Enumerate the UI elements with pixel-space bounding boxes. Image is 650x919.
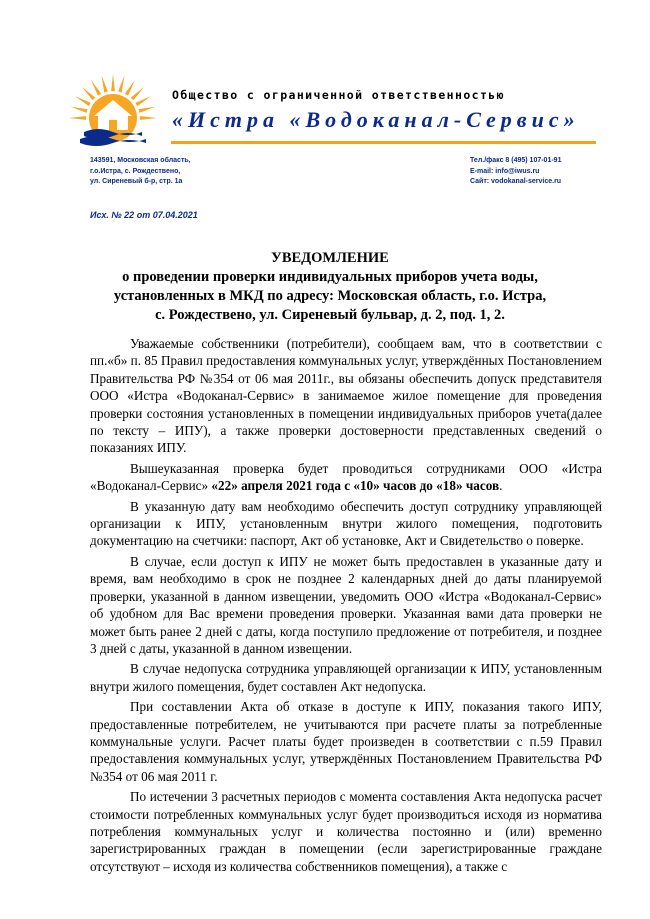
website-line: Сайт: vodokanal-service.ru: [470, 178, 562, 185]
notice-heading: УВЕДОМЛЕНИЕ: [271, 250, 389, 266]
inspection-date: «22» апреля 2021 года с «10» часов до «18» часов: [211, 478, 500, 494]
sun-ray: [139, 107, 156, 113]
phone-line: Тел./факс 8 (495) 107-01-91: [470, 157, 562, 164]
sun-ray: [140, 116, 157, 120]
notice-subtitle-line: установленных в МКД по адресу: Московская область, г.о. Истра,: [113, 288, 547, 304]
paragraph: Уважаемые собственники (потребители), сообщаем вам, что в соответствии с пп.«б» п. 85 Правил предоставления коммунальных услуг, утверждённых Постановлением Правительства РФ №354 от 06 мая 2011г., вы обязаны обеспечить допуск представителя ООО «Истра «Водоканал-Сервис» в занимаемое жилое помещение для проведения проверки состояния установленных в помещении индивидуальных приборов учета(далее по тексту – ИПУ), а также проверки достоверности представленных сведений о показаниях ИПУ.: [90, 336, 602, 456]
company-name: «Истра «Водоканал-Сервис»: [172, 107, 580, 132]
sun-ray: [118, 75, 124, 92]
sun-ray: [125, 80, 135, 96]
paragraph-text: .: [499, 478, 503, 494]
sun-ray: [91, 80, 101, 96]
outgoing-reference: Исх. № 22 от 07.04.2021: [90, 210, 198, 220]
paragraph: В случае недопуска сотрудника управляющей организации к ИПУ, установленным внутри жилого помещения, будет составлен Акт недопуска.: [90, 661, 602, 694]
notice-body: [90, 335, 602, 878]
address-line: 143591, Московская область,: [90, 157, 191, 164]
company-header: [172, 88, 632, 133]
address-line: г.о.Истра, с. Рождествено,: [90, 167, 181, 175]
sun-house-logo-icon: [58, 66, 168, 148]
company-contacts: [470, 156, 561, 188]
email-line: E-mail: info@iwus.ru: [470, 167, 540, 175]
header-divider: [171, 141, 596, 144]
company-type: Общество с ограниченной ответственностью: [172, 88, 505, 102]
sun-ray: [135, 96, 151, 106]
paragraph-text: Вышеуказанная проверка будет проводиться сотрудниками ООО «Истра «Водоканал-Сервис»: [90, 460, 602, 494]
paragraph: [90, 460, 602, 495]
paragraph: В указанную дату вам необходимо обеспечить доступ сотруднику управляющей организации к ИПУ, установленным внутри жилого помещения, подготовить документацию на счетчики: паспорт, Акт об установке, Акт и Свидетельство о поверке.: [90, 498, 602, 549]
company-address: [90, 156, 191, 188]
sun-ray: [131, 87, 144, 100]
sun-ray: [69, 116, 86, 120]
notice-subtitle-line: с. Рождествено, ул. Сиреневый бульвар, д. 2, под. 1, 2.: [155, 307, 505, 323]
sun-ray: [111, 74, 115, 91]
notice-title: [70, 249, 590, 325]
sun-ray: [82, 87, 95, 100]
notice-subtitle-line: о проведении проверки индивидуальных приборов учета воды,: [122, 269, 538, 285]
address-line: ул. Сиреневый б-р, стр. 1а: [90, 178, 183, 185]
sun-ray: [70, 107, 87, 113]
sun-ray: [102, 75, 108, 92]
paragraph: По истечении 3 расчетных периодов с момента составления Акта недопуска расчет стоимости потребленных коммунальных услуг будет производиться исходя из норматива потребления коммунальных услуг и количества постоянно и (или) временно зарегистрированных граждан в помещении (если зарегистрированные граждане отсутствуют – исходя из количества собственников помещения), а также с: [90, 789, 602, 874]
sun-ray: [75, 96, 91, 106]
paragraph: В случае, если доступ к ИПУ не может быть предоставлен в указанные дату и время, вам необходимо в срок не позднее 2 календарных дней до даты планируемой проверки, указанной в данном извещении, уведомить ООО «Истра «Водоканал-Сервис» об удобном для Вас времени проведения проверки. Указанная вами дата проверки не может быть ранее 2 дней с даты, когда поступило предложение от потребителя, и позднее 3 дней с даты, указанной в данном извещении.: [90, 553, 602, 656]
paragraph: При составлении Акта об отказе в доступе к ИПУ, показания такого ИПУ, предоставленные потребителем, не учитываются при расчете платы за потребленные коммунальные услуги. Расчет платы будет произведен в соответствии с п.59 Правил предоставления коммунальных услуг, утверждённых Постановлением Правительства РФ №354 от 06 мая 2011 г.: [90, 699, 602, 784]
